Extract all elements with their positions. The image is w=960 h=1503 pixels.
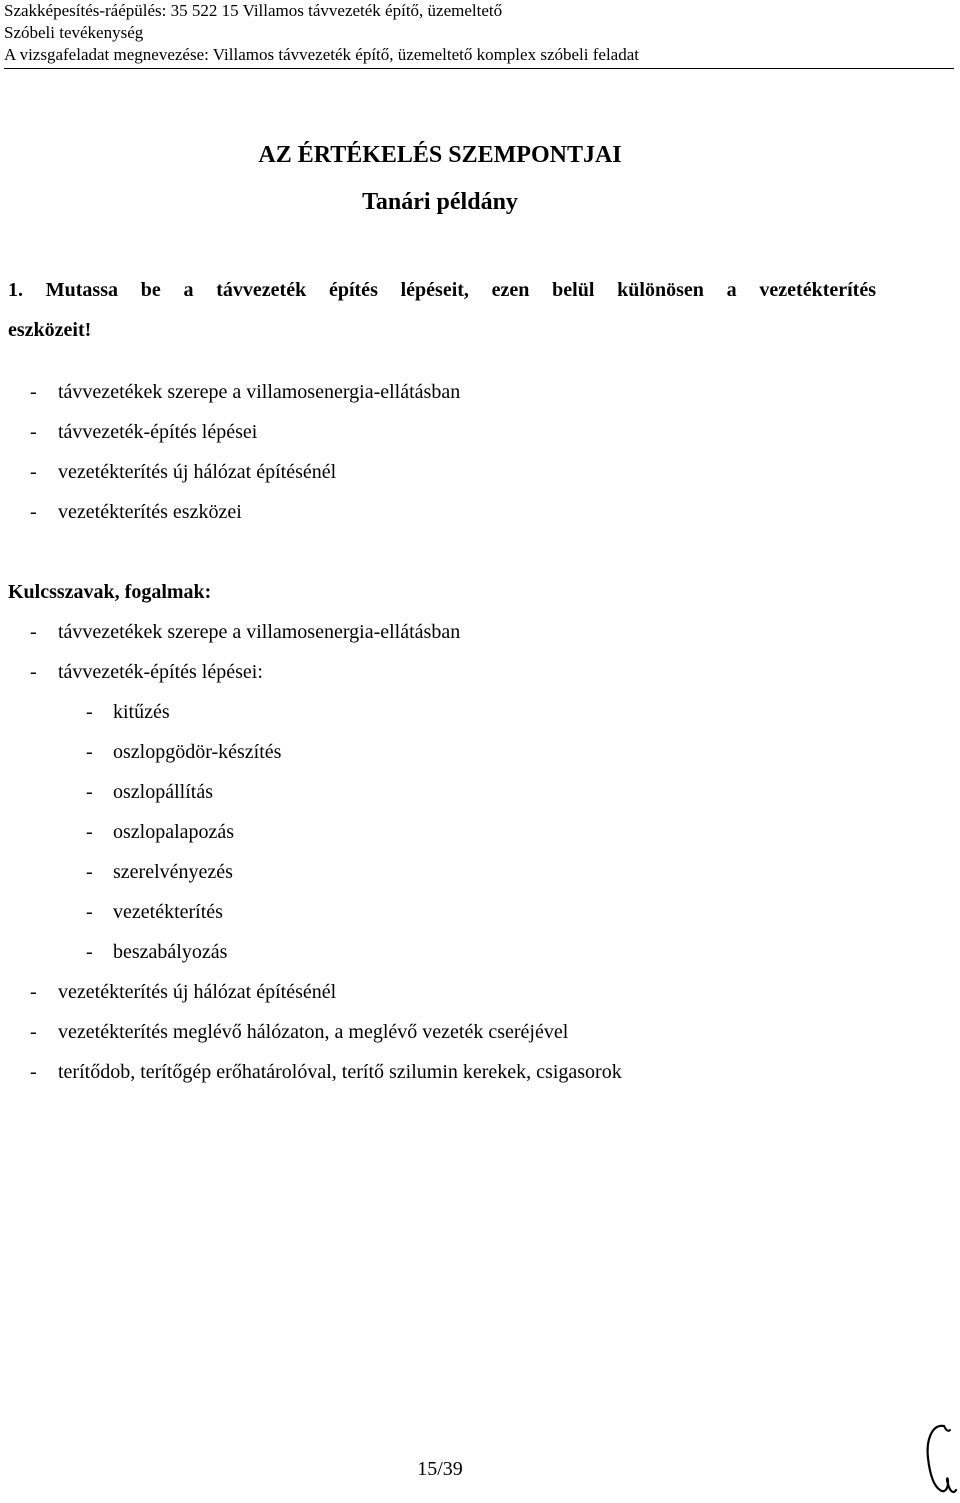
keyword-item-text: távvezeték-építés lépései: bbox=[58, 661, 263, 683]
keyword-item-text: oszlopgödör-készítés bbox=[113, 741, 282, 763]
bullet-dash: - bbox=[30, 381, 37, 403]
keyword-item-text: vezetékterítés új hálózat építésénél bbox=[58, 981, 337, 1003]
keyword-item-text: oszlopállítás bbox=[113, 781, 213, 803]
document-header bbox=[4, 0, 944, 66]
page-number: 15/39 bbox=[417, 1458, 463, 1480]
page-title: AZ ÉRTÉKELÉS SZEMPONTJAI bbox=[258, 142, 622, 168]
header-task-name: A vizsgafeladat megnevezése: Villamos távvezeték építő, üzemeltető komplex szóbeli feladat bbox=[4, 45, 639, 64]
bullet-dash: - bbox=[86, 941, 93, 963]
topic-item-text: vezetékterítés új hálózat építésénél bbox=[58, 461, 337, 483]
keyword-item-text: távvezetékek szerepe a villamosenergia-ellátásban bbox=[58, 621, 461, 643]
keywords-heading: Kulcsszavak, fogalmak: bbox=[8, 581, 212, 603]
bullet-dash: - bbox=[30, 981, 37, 1003]
header-activity: Szóbeli tevékenység bbox=[4, 23, 144, 42]
bullet-dash: - bbox=[30, 421, 37, 443]
keyword-item-text: beszabályozás bbox=[113, 941, 228, 963]
bullet-dash: - bbox=[86, 821, 93, 843]
bullet-dash: - bbox=[30, 621, 37, 643]
keyword-item-text: vezetékterítés bbox=[113, 901, 223, 923]
bullet-dash: - bbox=[30, 661, 37, 683]
question-text: 1. Mutassa be a távvezeték építés lépéseit, ezen belül különösen a vezetékterítés bbox=[8, 279, 876, 301]
page-subtitle: Tanári példány bbox=[362, 189, 518, 215]
bullet-dash: - bbox=[30, 501, 37, 523]
topic-item-text: távvezeték-építés lépései bbox=[58, 421, 258, 443]
bullet-dash: - bbox=[86, 701, 93, 723]
bullet-dash: - bbox=[86, 741, 93, 763]
keyword-item-text: vezetékterítés meglévő hálózaton, a meglévő vezeték cseréjével bbox=[58, 1021, 569, 1043]
keyword-item-text: kitűzés bbox=[113, 701, 170, 723]
keyword-item-text: terítődob, terítőgép erőhatárolóval, terítő szilumin kerekek, csigasorok bbox=[58, 1061, 622, 1083]
bullet-dash: - bbox=[86, 901, 93, 923]
bullet-dash: - bbox=[86, 861, 93, 883]
bullet-dash: - bbox=[30, 1061, 37, 1083]
keyword-item-text: szerelvényezés bbox=[113, 861, 233, 883]
keyword-item-text: oszlopalapozás bbox=[113, 821, 235, 843]
bullet-dash: - bbox=[30, 1021, 37, 1043]
header-qualification: Szakképesítés-ráépülés: 35 522 15 Villamos távvezeték építő, üzemeltető bbox=[4, 1, 503, 20]
topic-item-text: távvezetékek szerepe a villamosenergia-ellátásban bbox=[58, 381, 461, 403]
signature-mark bbox=[918, 1420, 958, 1500]
bullet-dash: - bbox=[30, 461, 37, 483]
header-divider bbox=[4, 68, 954, 69]
question-text-continued: eszközeit! bbox=[8, 319, 92, 341]
topic-item-text: vezetékterítés eszközei bbox=[58, 501, 242, 523]
bullet-dash: - bbox=[86, 781, 93, 803]
